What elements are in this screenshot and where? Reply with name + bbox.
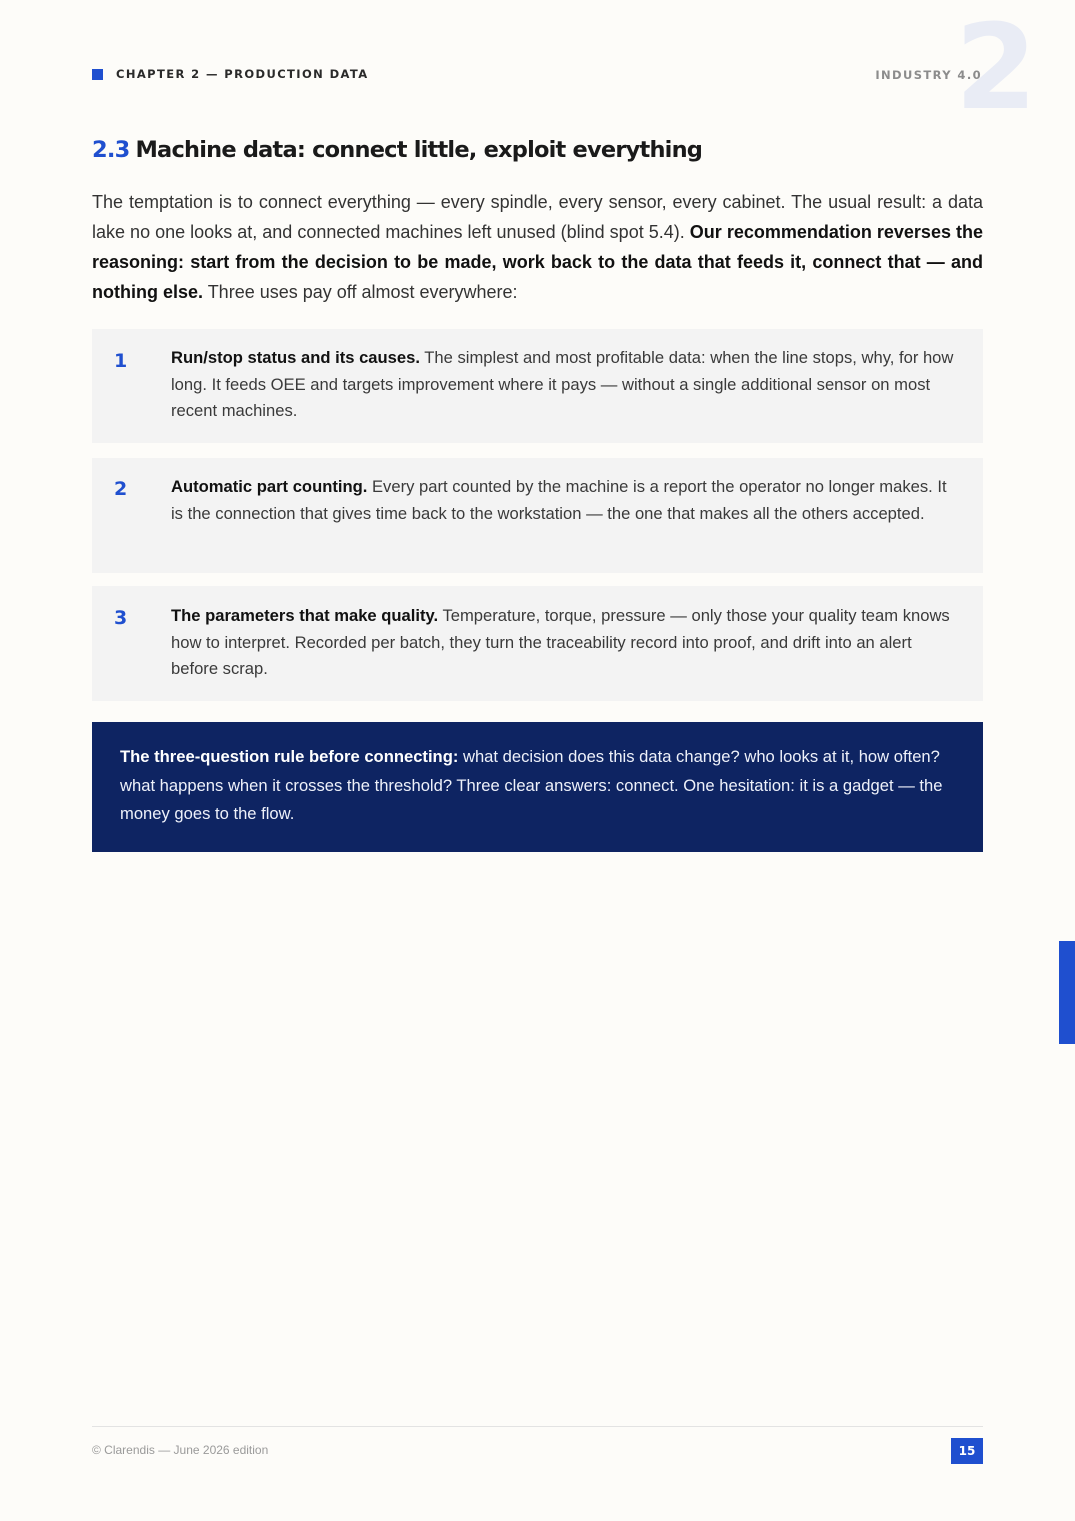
intro-emphasis: Our recommendation reverses the reasoning: start from the decision to be made, work back to the data that feeds it, connect that — and nothing else. bbox=[92, 222, 983, 302]
callout-text bbox=[120, 743, 955, 829]
footer-copyright: © Clarendis — June 2026 edition bbox=[92, 1443, 269, 1457]
use-text bbox=[171, 474, 959, 527]
use-description: Every part counted by the machine is a report the operator no longer makes. It is the connection that gives time back to the workstation — the one that makes all the others accepted. bbox=[171, 477, 947, 523]
use-number: 3 bbox=[114, 607, 128, 629]
use-description: The simplest and most profitable data: when the line stops, why, for how long. It feeds OEE and targets improvement where it pays — without a single additional sensor on most recent machines. bbox=[171, 348, 954, 420]
rule-callout-box bbox=[92, 722, 983, 852]
section-heading bbox=[92, 137, 702, 163]
use-text bbox=[171, 603, 959, 683]
running-header bbox=[92, 67, 369, 81]
chapter-marker-square bbox=[92, 69, 103, 80]
use-number: 1 bbox=[114, 350, 128, 372]
intro-paragraph bbox=[92, 187, 983, 307]
page-number-badge: 15 bbox=[951, 1438, 983, 1464]
callout-body: what decision does this data change? who looks at it, how often? what happens when it crosses the threshold? Three clear answers: connect. One hesitation: it is a gadget — the money goes to the flow. bbox=[120, 747, 943, 823]
chapter-label: CHAPTER 2 — PRODUCTION DATA bbox=[116, 67, 369, 81]
use-card-1 bbox=[92, 329, 983, 443]
use-title: Run/stop status and its causes. bbox=[171, 348, 420, 367]
intro-text-end: Three uses pay off almost everywhere: bbox=[203, 282, 518, 302]
use-number: 2 bbox=[114, 478, 128, 500]
footer-divider bbox=[92, 1426, 983, 1427]
callout-heading: The three-question rule before connecting: bbox=[120, 747, 459, 766]
series-label: INDUSTRY 4.0 bbox=[875, 68, 982, 82]
section-number: 2.3 bbox=[92, 137, 130, 163]
use-title: Automatic part counting. bbox=[171, 477, 368, 496]
intro-text: The temptation is to connect everything — every spindle, every sensor, every cabinet. The usual result: a data lake no one looks at, and connected machines left unused (blind spot 5.4). bbox=[92, 192, 983, 242]
chapter-number-watermark: 2 bbox=[955, 0, 1038, 136]
use-text bbox=[171, 345, 959, 425]
use-description: Temperature, torque, pressure — only those your quality team knows how to interpret. Recorded per batch, they turn the traceability record into proof, and drift into an alert before scrap. bbox=[171, 606, 950, 678]
section-title: Machine data: connect little, exploit everything bbox=[135, 137, 703, 163]
use-card-3 bbox=[92, 586, 983, 701]
use-title: The parameters that make quality. bbox=[171, 606, 439, 625]
use-card-2 bbox=[92, 458, 983, 573]
chapter-side-tab bbox=[1059, 941, 1075, 1044]
